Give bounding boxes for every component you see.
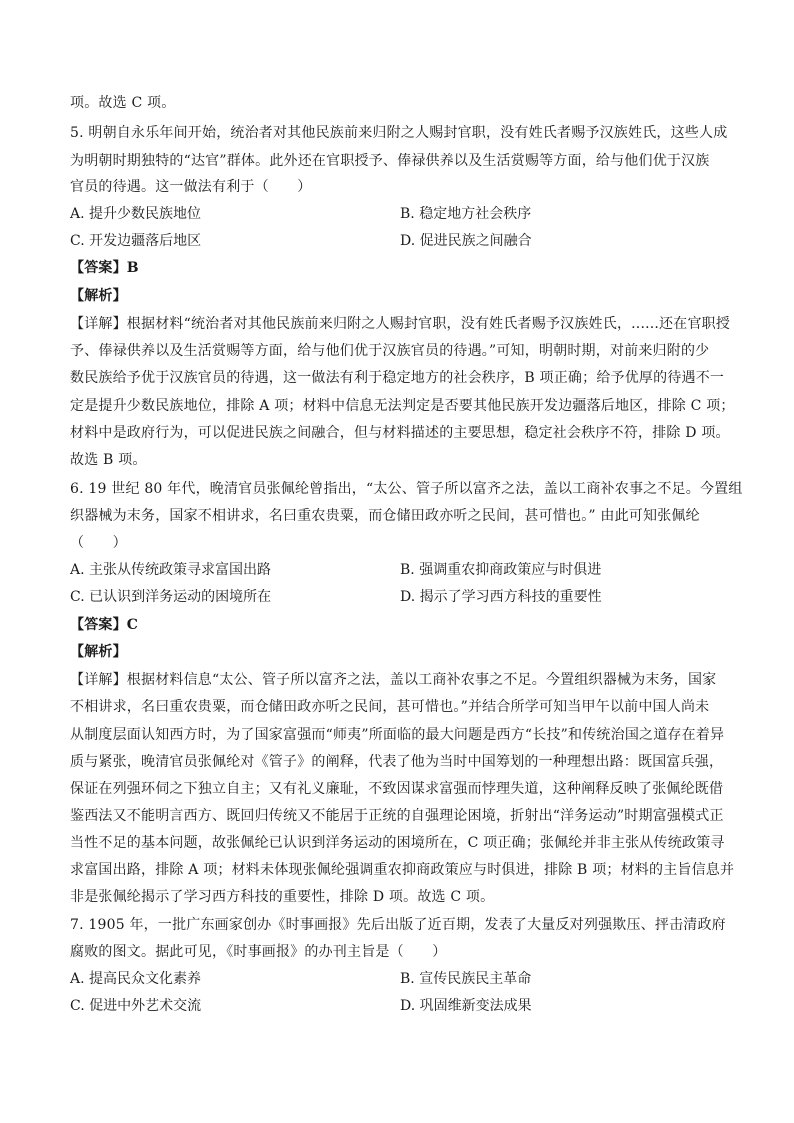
option-d: D. 促进民族之间融合	[400, 233, 532, 249]
explanation-line: 非是张佩纶揭示了学习西方科技的重要性，排除 D 项。故选 C 项。	[70, 889, 495, 905]
question-6-stem: 6. 19 世纪 80 年代，晚清官员张佩纶曾指出，“太公、管子所以富齐之法，盖以工商补农事之不足。今置组	[70, 481, 743, 497]
text-line: 为明朝时期独特的“达官”群体。此外还在官职授予、俸禄供养以及生活赏赐等方面，给与他们优于汉族	[70, 153, 710, 169]
option-a: A. 主张从传统政策寻求富国出路	[70, 562, 272, 578]
explanation-line: 数民族给予优于汉族官员的待遇，这一做法有利于稳定地方的社会秩序，B 项正确；给予优厚的待遇不一	[70, 370, 725, 386]
text-line: （ ）	[70, 535, 127, 551]
analysis-label: 【解析】	[70, 288, 127, 304]
explanation-line: 保证在列强环伺之下独立自主；又有礼义廉耻，不致因谋求富强而悖理失道，这种阐释反映了张佩纶既借	[70, 781, 724, 797]
option-c: C. 已认识到洋务运动的困境所在	[70, 589, 272, 605]
explanation-line: 求富国出路，排除 A 项；材料未体现张佩纶强调重农抑商政策应与时俱进，排除 B 项；材料的主旨信息并	[70, 862, 735, 878]
option-b: B. 稳定地方社会秩序	[400, 206, 532, 222]
question-7-stem: 7. 1905 年，一批广东画家创办《时事画报》先后出版了近百期，发表了大量反对列强欺压、抨击清政府	[70, 917, 726, 933]
analysis-label: 【解析】	[70, 644, 127, 660]
option-d: D. 揭示了学习西方科技的重要性	[400, 589, 602, 605]
option-c: C. 开发边疆落后地区	[70, 233, 202, 249]
answer-label: 【答案】B	[70, 260, 139, 276]
explanation-line: 定是提升少数民族地位，排除 A 项；材料中信息无法判定是否要其他民族开发边疆落后地区，排除 C 项；	[70, 398, 735, 414]
option-a: A. 提升少数民族地位	[70, 206, 202, 222]
explanation-line: 当性不足的基本问题，故张佩纶已认识到洋务运动的困境所在，C 项正确；张佩纶并非主张从传统政策寻	[70, 835, 725, 851]
explanation-line: 鉴西法又不能明言西方、既回归传统又不能居于正统的自强理论困境，折射出“洋务运动”时期富强模式正	[70, 808, 724, 824]
explanation-line: 质与紧张，晚清官员张佩纶对《管子》的阐释，代表了他为当时中国筹划的一种理想出路：既国富兵强，	[70, 754, 724, 770]
option-c: C. 促进中外艺术交流	[70, 998, 202, 1014]
text-line: 织器械为末务，国家不相讲求，名曰重农贵粟，而仓储田政亦听之民间，甚可惜也。” 由此可知张佩纶	[70, 508, 700, 524]
option-d: D. 巩固维新变法成果	[400, 998, 532, 1014]
explanation-line: 材料中是政府行为，可以促进民族之间融合，但与材料描述的主要思想，稳定社会秩序不符，排除 D 项。	[70, 425, 730, 441]
explanation-line: 不相讲求，名曰重农贵粟，而仓储田政亦听之民间，甚可惜也。”并结合所学可知当甲午以前中国人尚未	[70, 699, 710, 715]
text-line: 官员的待遇。这一做法有利于（ ）	[70, 179, 312, 195]
text-line: 腐败的图文。据此可见，《时事画报》的办刊主旨是（ ）	[70, 944, 447, 960]
explanation-line: 【详解】根据材料信息“太公、管子所以富齐之法，盖以工商补农事之不足。今置组织器械为末务，国家	[70, 672, 717, 688]
option-a: A. 提高民众文化素养	[70, 971, 202, 987]
explanation-line: 【详解】根据材料“统治者对其他民族前来归附之人赐封官职，没有姓氏者赐予汉族姓氏，......还在官职授	[70, 316, 731, 332]
explanation-line: 予、俸禄供养以及生活赏赐等方面，给与他们优于汉族官员的待遇。”可知，明朝时期，对前来归附的少	[70, 343, 710, 359]
answer-label: 【答案】C	[70, 617, 139, 633]
explanation-line: 从制度层面认知西方时，为了国家富强而“师夷”所面临的最大问题是西方“长技”和传统治国之道存在着异	[70, 727, 725, 743]
question-5-stem: 5. 明朝自永乐年间开始，统治者对其他民族前来归附之人赐封官职，没有姓氏者赐予汉族姓氏，这些人成	[70, 125, 728, 141]
option-b: B. 宣传民族民主革命	[400, 971, 532, 987]
explanation-line: 故选 B 项。	[70, 452, 147, 468]
option-b: B. 强调重农抑商政策应与时俱进	[400, 562, 602, 578]
text-line: 项。故选 C 项。	[70, 95, 176, 111]
